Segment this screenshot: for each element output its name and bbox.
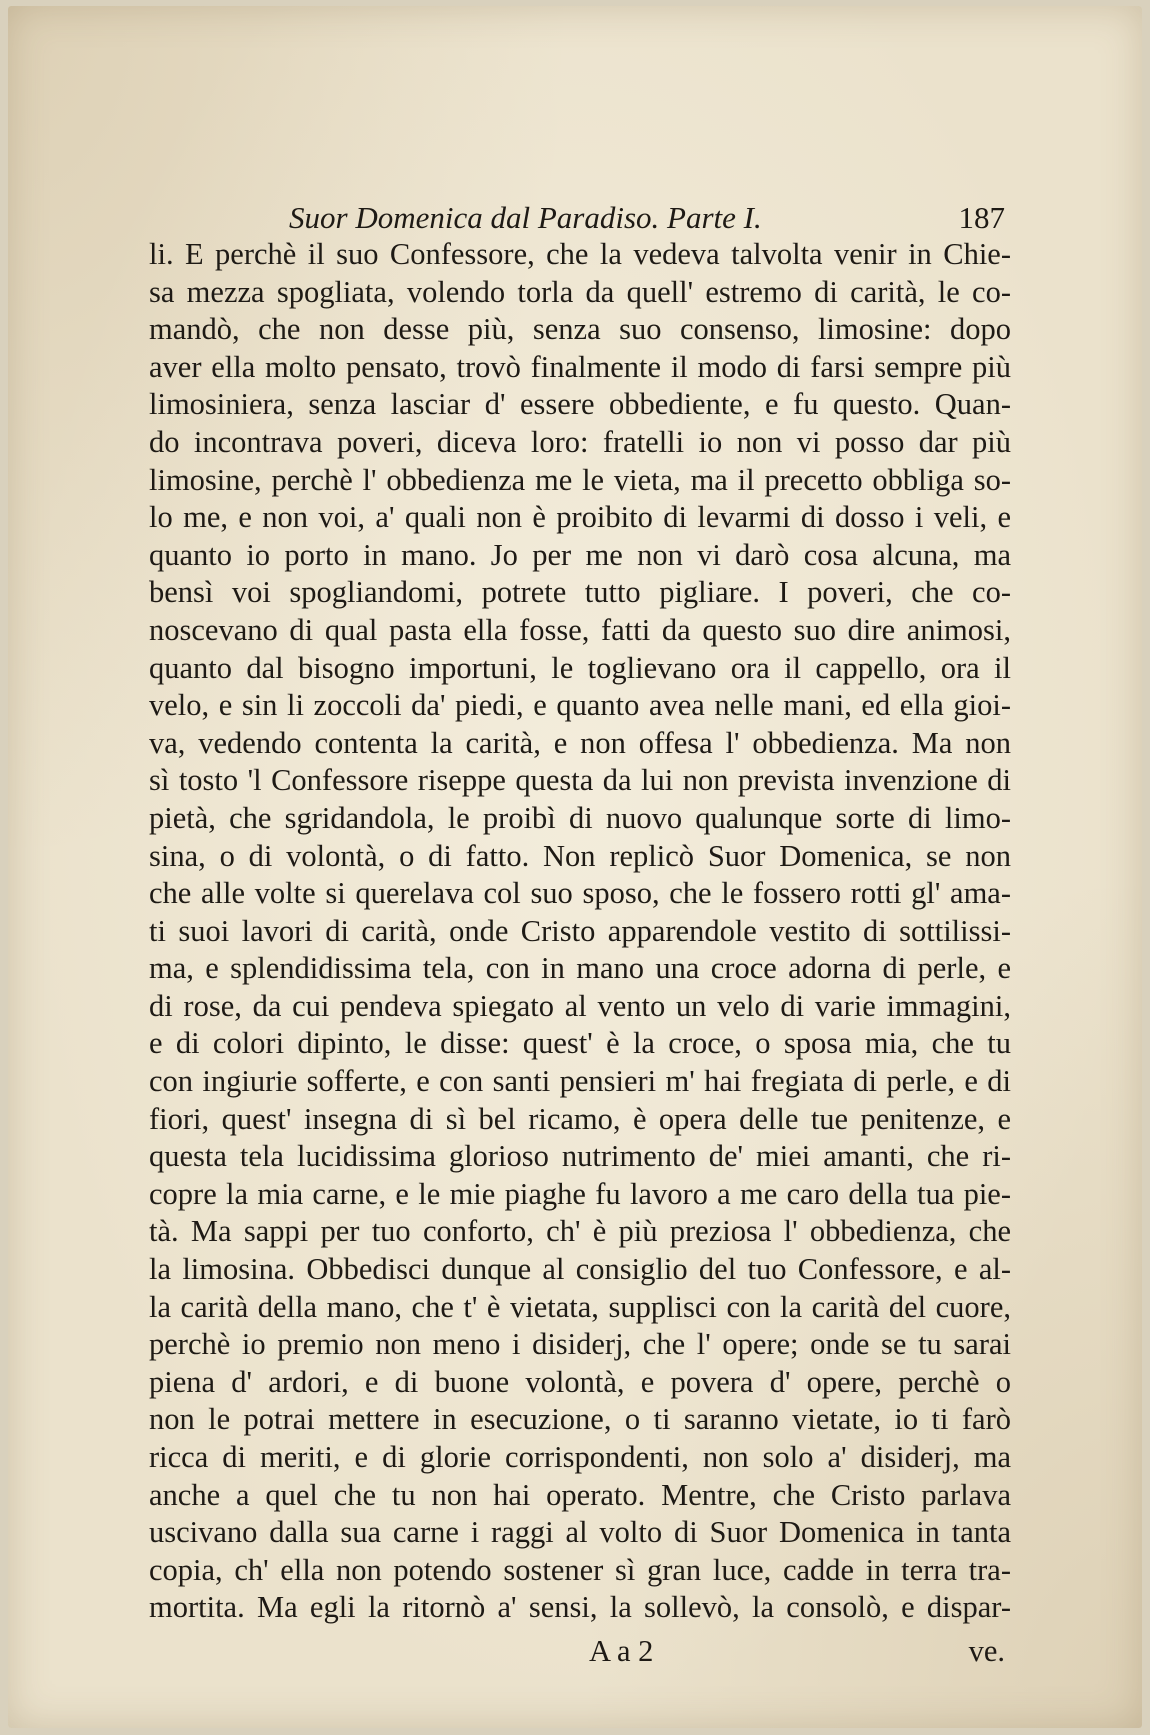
page-number: 187 — [958, 200, 1005, 235]
text-line: do incontrava poveri, diceva loro: fratelli io non vi posso dar più — [149, 424, 1011, 459]
text-line: copre la mia carne, e le mie piaghe fu lavoro a me caro della tua pie- — [149, 1176, 1011, 1211]
text-line: perchè io premio non meno i disiderj, che l' opere; onde se tu sarai — [149, 1327, 1011, 1362]
text-line: piena d' ardori, e di buone volontà, e povera d' opere, perchè o — [149, 1364, 1011, 1399]
text-line: e di colori dipinto, le disse: quest' è la croce, o sposa mia, che tu — [149, 1026, 1011, 1061]
text-line: quanto dal bisogno importuni, le toglievano ora il cappello, ora il — [149, 650, 1011, 685]
text-line: la limosina. Obbedisci dunque al consiglio del tuo Confessore, e al- — [149, 1252, 1011, 1287]
text-line: quanto io porto in mano. Jo per me non vi darò cosa alcuna, ma — [149, 537, 1011, 572]
text-line: ma, e splendidissima tela, con in mano una croce adorna di perle, e — [149, 951, 1011, 986]
body-text — [149, 236, 1011, 1627]
page-footer — [149, 1631, 1011, 1671]
text-line: sina, o di volontà, o di fatto. Non replicò Suor Domenica, se non — [149, 838, 1011, 873]
text-line: ricca di meriti, e di glorie corrispondenti, non solo a' disiderj, ma — [149, 1440, 1011, 1474]
text-line: mandò, che non desse più, senza suo consenso, limosine: dopo — [149, 312, 1011, 347]
text-line: va, vedendo contenta la carità, e non offesa l' obbedienza. Ma non — [149, 725, 1011, 760]
text-line: questa tela lucidissima glorioso nutrimento de' miei amanti, che ri- — [149, 1139, 1011, 1174]
running-title: Suor Domenica dal Paradiso. Parte I. — [289, 200, 762, 235]
text-line: noscevano di qual pasta ella fosse, fatti da questo suo dire animosi, — [149, 612, 1011, 647]
text-line: lo me, e non voi, a' quali non è proibito di levarmi di dosso i veli, e — [149, 500, 1011, 535]
signature-mark: A a 2 — [589, 1633, 654, 1668]
text-line: sì tosto 'l Confessore riseppe questa da lui non prevista invenzione di — [149, 763, 1011, 798]
page-header — [149, 198, 1011, 238]
text-line: ti suoi lavori di carità, onde Cristo apparendole vestito di sottilissi- — [149, 913, 1011, 948]
text-line: aver ella molto pensato, trovò finalmente il modo di farsi sempre più — [149, 349, 1011, 384]
catchword: ve. — [968, 1633, 1005, 1668]
text-line: non le potrai mettere in esecuzione, o ti saranno vietate, io ti farò — [149, 1402, 1011, 1437]
text-line: copia, ch' ella non potendo sostener sì gran luce, cadde in terra tra- — [149, 1552, 1011, 1587]
paper-sheet — [8, 6, 1142, 1728]
text-line: mortita. Ma egli la ritornò a' sensi, la sollevò, la consolò, e dispar- — [149, 1590, 1011, 1625]
book-page — [149, 198, 1011, 1671]
text-line: limosiniera, senza lasciar d' essere obbediente, e fu questo. Quan- — [149, 387, 1011, 422]
text-line: anche a quel che tu non hai operato. Mentre, che Cristo parlava — [149, 1477, 1011, 1512]
text-line: limosine, perchè l' obbedienza me le vieta, ma il precetto obbliga so- — [149, 462, 1011, 497]
text-line: tà. Ma sappi per tuo conforto, ch' è più preziosa l' obbedienza, che — [149, 1214, 1011, 1249]
text-line: la carità della mano, che t' è vietata, supplisci con la carità del cuore, — [149, 1289, 1011, 1324]
text-line: che alle volte si querelava col suo sposo, che le fossero rotti gl' ama- — [149, 876, 1011, 911]
text-line: uscivano dalla sua carne i raggi al volto di Suor Domenica in tanta — [149, 1515, 1011, 1550]
text-line: fiori, quest' insegna di sì bel ricamo, è opera delle tue penitenze, e — [149, 1101, 1011, 1136]
text-line: bensì voi spogliandomi, potrete tutto pigliare. I poveri, che co- — [149, 575, 1011, 610]
text-line: velo, e sin li zoccoli da' piedi, e quanto avea nelle mani, ed ella gioi- — [149, 688, 1011, 723]
text-line: li. E perchè il suo Confessore, che la vedeva talvolta venir in Chie- — [149, 237, 1011, 271]
text-line: sa mezza spogliata, volendo torla da quell' estremo di carità, le co- — [149, 274, 1011, 309]
text-line: con ingiurie sofferte, e con santi pensieri m' hai fregiata di perle, e di — [149, 1064, 1011, 1099]
text-line: di rose, da cui pendeva spiegato al vento un velo di varie immagini, — [149, 988, 1011, 1023]
text-line: pietà, che sgridandola, le proibì di nuovo qualunque sorte di limo- — [149, 800, 1011, 835]
